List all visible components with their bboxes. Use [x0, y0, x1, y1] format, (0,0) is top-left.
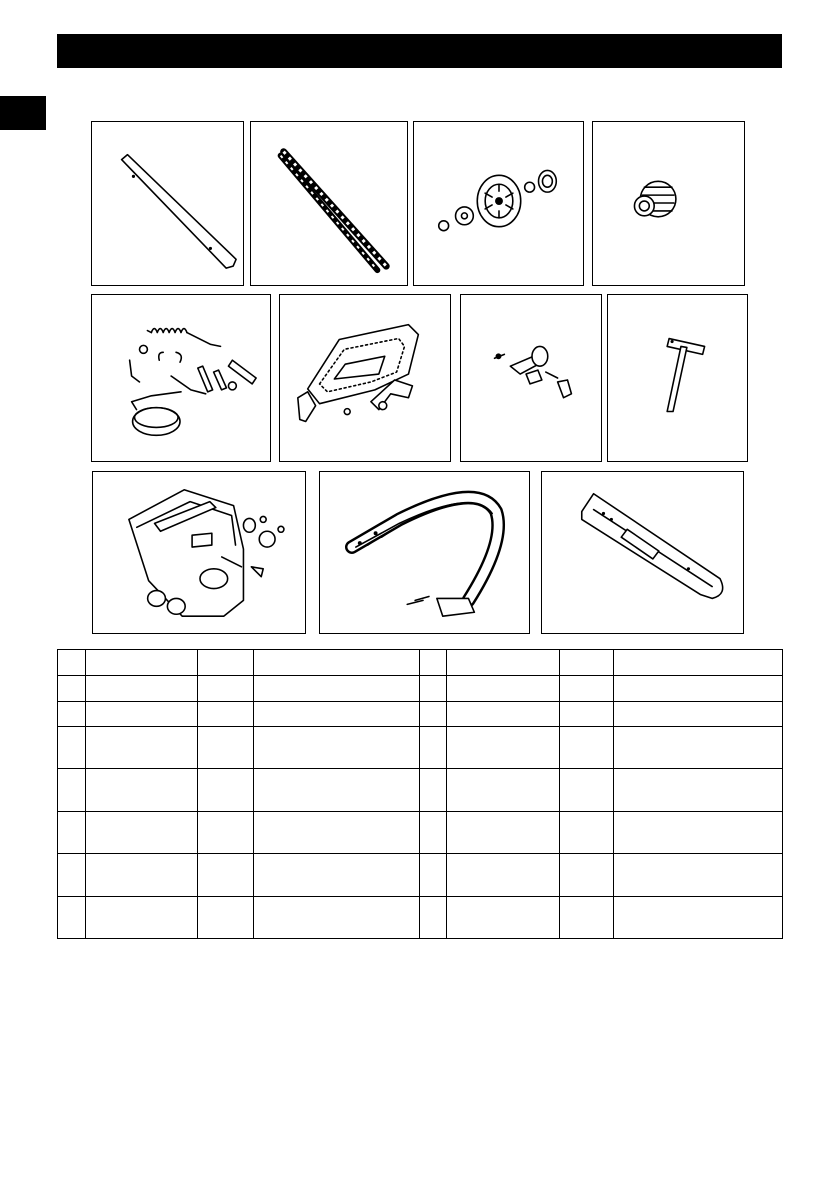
table-cell	[447, 676, 560, 702]
table-cell	[447, 727, 560, 769]
table-row	[58, 727, 783, 769]
part-panel-combination-wrench	[607, 294, 748, 462]
table-cell	[447, 702, 560, 727]
table-row	[58, 854, 783, 897]
table-cell	[58, 727, 86, 769]
front-handle-icon	[320, 472, 529, 633]
table-cell	[420, 650, 447, 676]
section-header-bar	[57, 34, 782, 68]
table-row	[58, 676, 783, 702]
table-row	[58, 812, 783, 854]
table-cell	[420, 854, 447, 897]
guide-bar-icon	[92, 122, 243, 285]
part-panel-brake-spring-kit	[91, 294, 271, 462]
table-cell	[447, 812, 560, 854]
table-cell	[447, 897, 560, 939]
part-panel-spark-plug	[592, 121, 745, 286]
table-cell	[614, 897, 783, 939]
table-cell	[254, 854, 420, 897]
table-cell	[86, 650, 198, 676]
table-cell	[198, 812, 254, 854]
table-cell	[198, 769, 254, 812]
table-cell	[254, 812, 420, 854]
table-cell	[614, 702, 783, 727]
table-cell	[254, 727, 420, 769]
table-cell	[420, 676, 447, 702]
table-cell	[560, 897, 614, 939]
side-plate-icon	[280, 295, 450, 461]
table-cell	[254, 897, 420, 939]
table-cell	[198, 854, 254, 897]
saw-chain-icon	[251, 122, 407, 285]
table-cell	[58, 769, 86, 812]
combination-wrench-icon	[608, 295, 747, 461]
table-cell	[560, 650, 614, 676]
bar-cover-icon	[542, 472, 743, 633]
part-panel-clutch-drum	[413, 121, 584, 286]
table-cell	[198, 727, 254, 769]
table-row	[58, 702, 783, 727]
spark-plug-icon	[593, 122, 744, 285]
table-cell	[420, 897, 447, 939]
table-cell	[447, 854, 560, 897]
table-row	[58, 769, 783, 812]
table-cell	[58, 812, 86, 854]
table-cell	[198, 897, 254, 939]
chain-tensioner-icon	[461, 295, 601, 461]
table-cell	[86, 702, 198, 727]
table-cell	[86, 727, 198, 769]
table-cell	[560, 727, 614, 769]
part-panel-guide-bar	[91, 121, 244, 286]
table-cell	[58, 897, 86, 939]
table-cell	[420, 812, 447, 854]
language-side-tab	[0, 96, 46, 130]
part-panel-sprocket-cover	[92, 471, 306, 634]
table-cell	[614, 812, 783, 854]
table-cell	[614, 650, 783, 676]
table-cell	[560, 854, 614, 897]
part-panel-front-handle	[319, 471, 530, 634]
table-cell	[614, 676, 783, 702]
brake-spring-kit-icon	[92, 295, 270, 461]
table-cell	[58, 676, 86, 702]
table-cell	[614, 727, 783, 769]
table-cell	[420, 702, 447, 727]
part-panel-side-plate	[279, 294, 451, 462]
part-panel-bar-cover	[541, 471, 744, 634]
table-cell	[198, 650, 254, 676]
table-cell	[420, 769, 447, 812]
table-cell	[254, 702, 420, 727]
table-cell	[254, 769, 420, 812]
table-cell	[447, 769, 560, 812]
sprocket-cover-icon	[93, 472, 305, 633]
table-cell	[198, 702, 254, 727]
part-panel-saw-chain	[250, 121, 408, 286]
table-cell	[614, 769, 783, 812]
table-cell	[420, 727, 447, 769]
table-row	[58, 897, 783, 939]
table-cell	[198, 676, 254, 702]
table-cell	[560, 702, 614, 727]
table-cell	[447, 650, 560, 676]
table-cell	[254, 650, 420, 676]
table-cell	[86, 812, 198, 854]
table-cell	[86, 676, 198, 702]
table-cell	[560, 769, 614, 812]
table-cell	[560, 812, 614, 854]
clutch-drum-icon	[414, 122, 583, 285]
table-cell	[58, 854, 86, 897]
table-cell	[86, 897, 198, 939]
table-row	[58, 650, 783, 676]
table-cell	[58, 702, 86, 727]
table-cell	[58, 650, 86, 676]
table-cell	[254, 676, 420, 702]
table-cell	[560, 676, 614, 702]
part-panel-chain-tensioner	[460, 294, 602, 462]
table-cell	[86, 769, 198, 812]
table-cell	[86, 854, 198, 897]
table-cell	[614, 854, 783, 897]
parts-list-table	[57, 649, 783, 939]
